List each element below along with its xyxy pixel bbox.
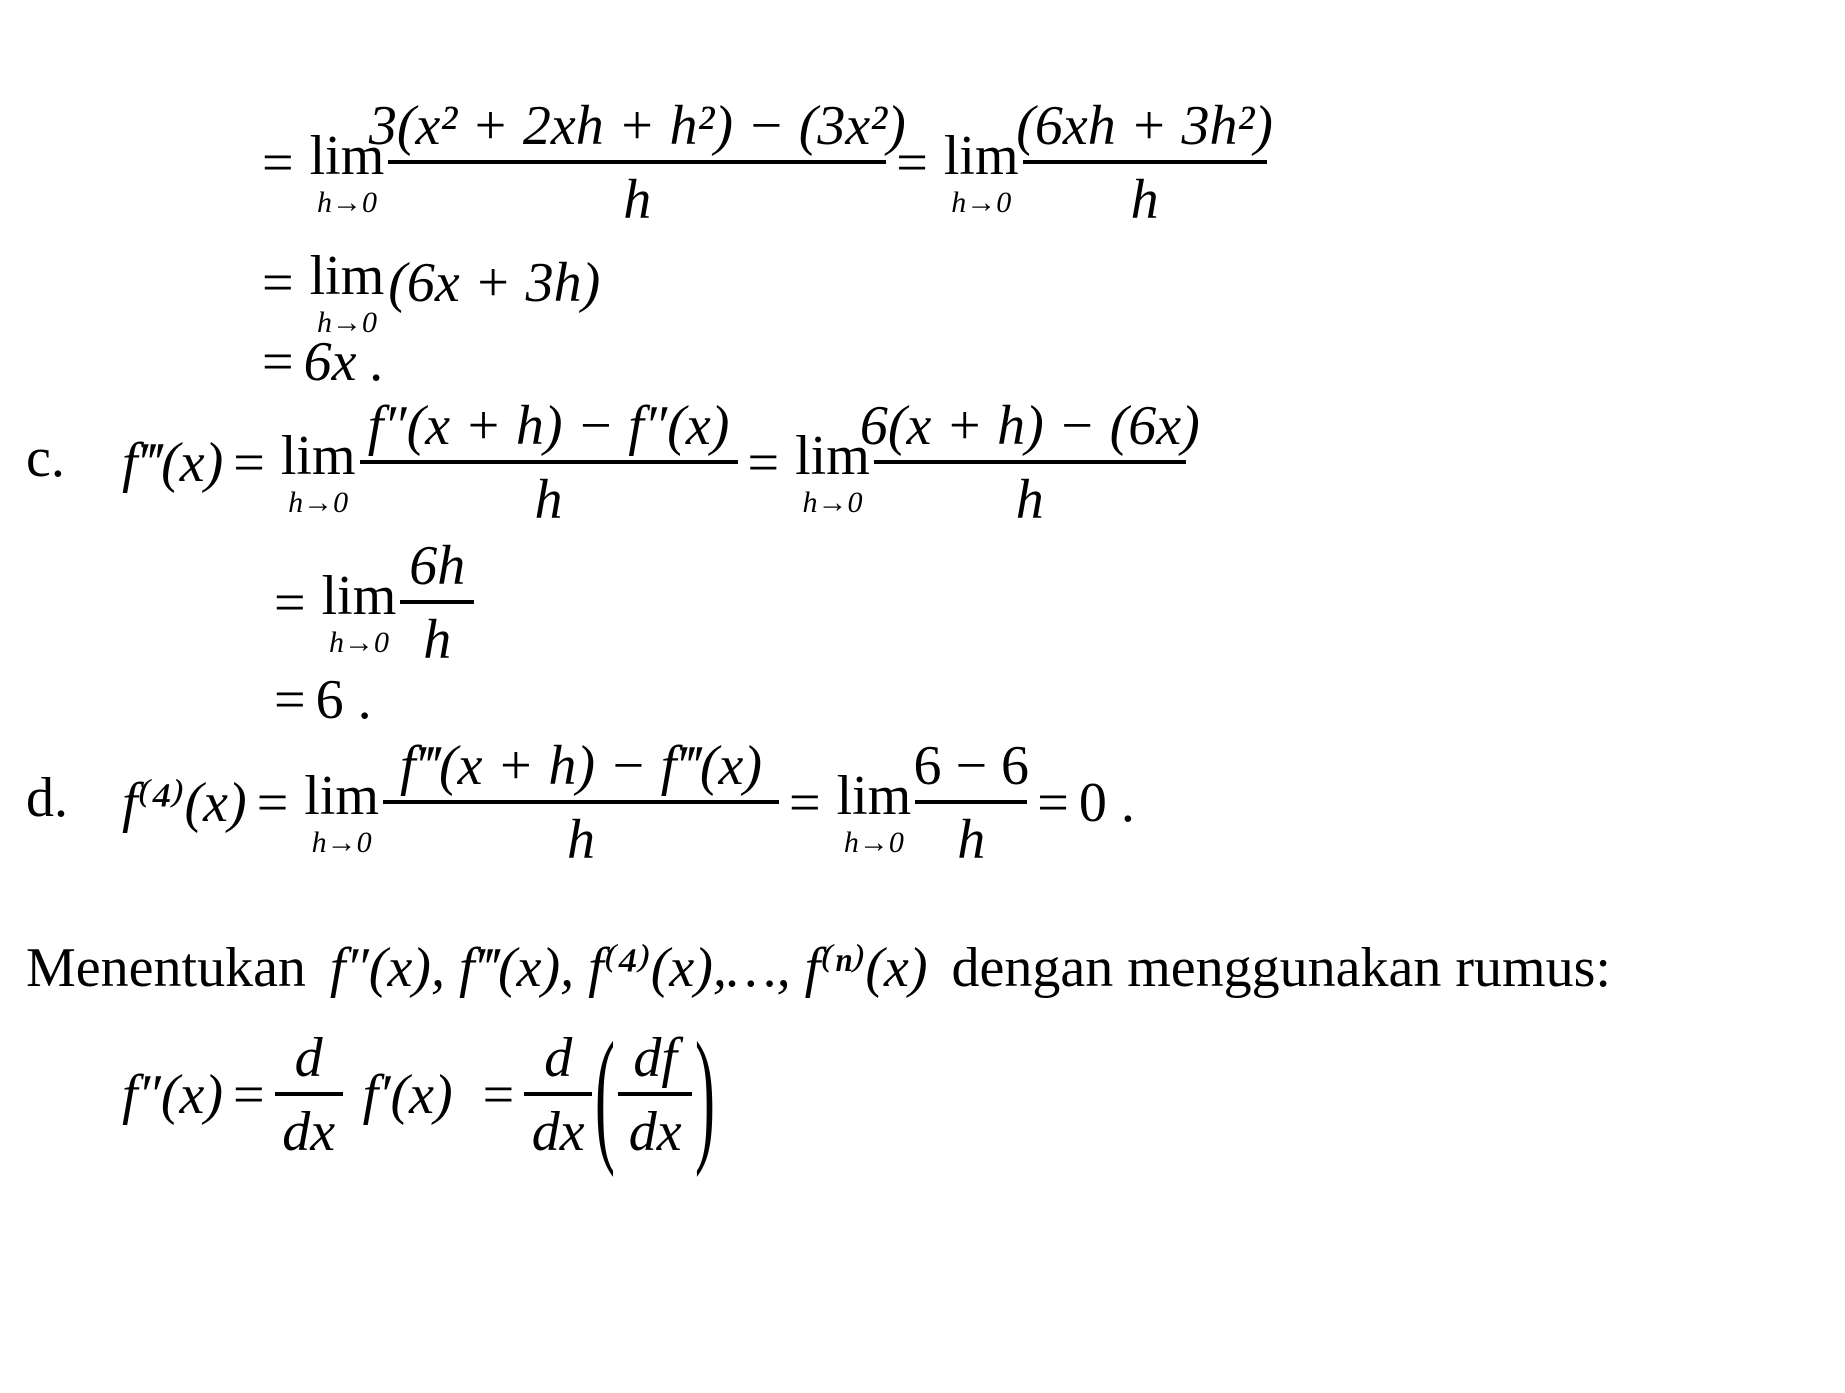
derivative-operator: $\frac{d}{dx}$	[281, 1030, 337, 1160]
limit-expression: (6x + 3h)	[388, 252, 601, 314]
denominator: h	[915, 800, 1027, 868]
numerator: 3(x² + 2xh + h²) − (3x²)	[368, 95, 906, 157]
denominator: h	[360, 460, 738, 528]
fraction	[368, 95, 906, 231]
limit-operator: lim h→0	[304, 765, 379, 859]
numerator: f‴(x + h) − f‴(x)	[399, 735, 762, 797]
denominator: h	[388, 160, 886, 228]
equals-sign: =	[788, 772, 821, 834]
equals-sign: =	[262, 252, 294, 314]
derivative-fraction: $\frac{df}{dx}$	[624, 1030, 686, 1160]
second-derivative: f″(x)	[122, 1064, 224, 1126]
equals-sign: =	[896, 132, 928, 194]
equals-sign: =	[274, 669, 306, 731]
numerator: 6 − 6	[913, 735, 1030, 797]
numerator: f″(x + h) − f″(x)	[367, 395, 730, 457]
result-value: 6x .	[303, 331, 385, 393]
limit-operator: lim h→0	[280, 425, 356, 519]
intro-sentence	[26, 937, 1611, 999]
b-line-3	[252, 331, 385, 393]
denominator: h	[874, 460, 1186, 528]
third-derivative: f‴(x)	[122, 432, 224, 494]
fraction	[913, 735, 1030, 871]
denominator: h	[383, 800, 779, 868]
item-label-d: d.	[26, 767, 68, 829]
limit-operator: lim h→0	[309, 245, 385, 339]
fraction	[406, 535, 468, 671]
d-line-1	[122, 735, 1135, 871]
limit-operator: lim h→0	[309, 125, 385, 219]
intro-text: Menentukan	[26, 937, 306, 999]
denominator: h	[1023, 160, 1267, 228]
equals-sign: =	[482, 1064, 515, 1126]
fraction	[859, 395, 1200, 531]
equals-sign: =	[233, 432, 265, 494]
b-line-2	[252, 238, 601, 339]
intro-tail: dengan menggunakan rumus:	[951, 937, 1611, 999]
fraction	[389, 735, 773, 871]
equals-sign: =	[233, 1064, 265, 1126]
right-parenthesis: )	[695, 1012, 716, 1178]
fourth-derivative: f⁽⁴⁾(x)	[122, 772, 247, 834]
equals-sign: =	[274, 572, 306, 634]
limit-operator: lim h→0	[321, 565, 397, 659]
fraction	[366, 395, 732, 531]
second-derivative-formula	[122, 1012, 718, 1178]
numerator: (6xh + 3h²)	[1016, 95, 1273, 157]
b-line-1	[252, 95, 1273, 231]
derivative-list: f″(x), f‴(x), f⁽⁴⁾(x),…, f⁽ⁿ⁾(x)	[329, 937, 928, 999]
c-line-1	[122, 395, 1200, 531]
limit-operator: lim h→0	[795, 425, 870, 519]
derivative-operator: $\frac{d}{dx}$	[530, 1030, 586, 1160]
denominator: h	[400, 600, 474, 668]
equals-sign: =	[1037, 772, 1069, 834]
fraction	[1016, 95, 1273, 231]
c-line-2	[264, 535, 474, 671]
numerator: 6(x + h) − (6x)	[859, 395, 1200, 457]
equals-sign: =	[747, 432, 780, 494]
result-value: 0 .	[1078, 772, 1135, 834]
item-label-c: c.	[26, 427, 65, 489]
first-derivative: f′(x)	[362, 1064, 453, 1126]
limit-operator: lim h→0	[943, 125, 1019, 219]
left-parenthesis: (	[595, 1012, 616, 1178]
c-line-3	[264, 669, 372, 731]
equals-sign: =	[262, 132, 294, 194]
numerator: 6h	[409, 535, 466, 597]
equals-sign: =	[262, 331, 294, 393]
equals-sign: =	[256, 772, 289, 834]
limit-operator: lim h→0	[836, 765, 912, 859]
result-value: 6 .	[315, 669, 372, 731]
